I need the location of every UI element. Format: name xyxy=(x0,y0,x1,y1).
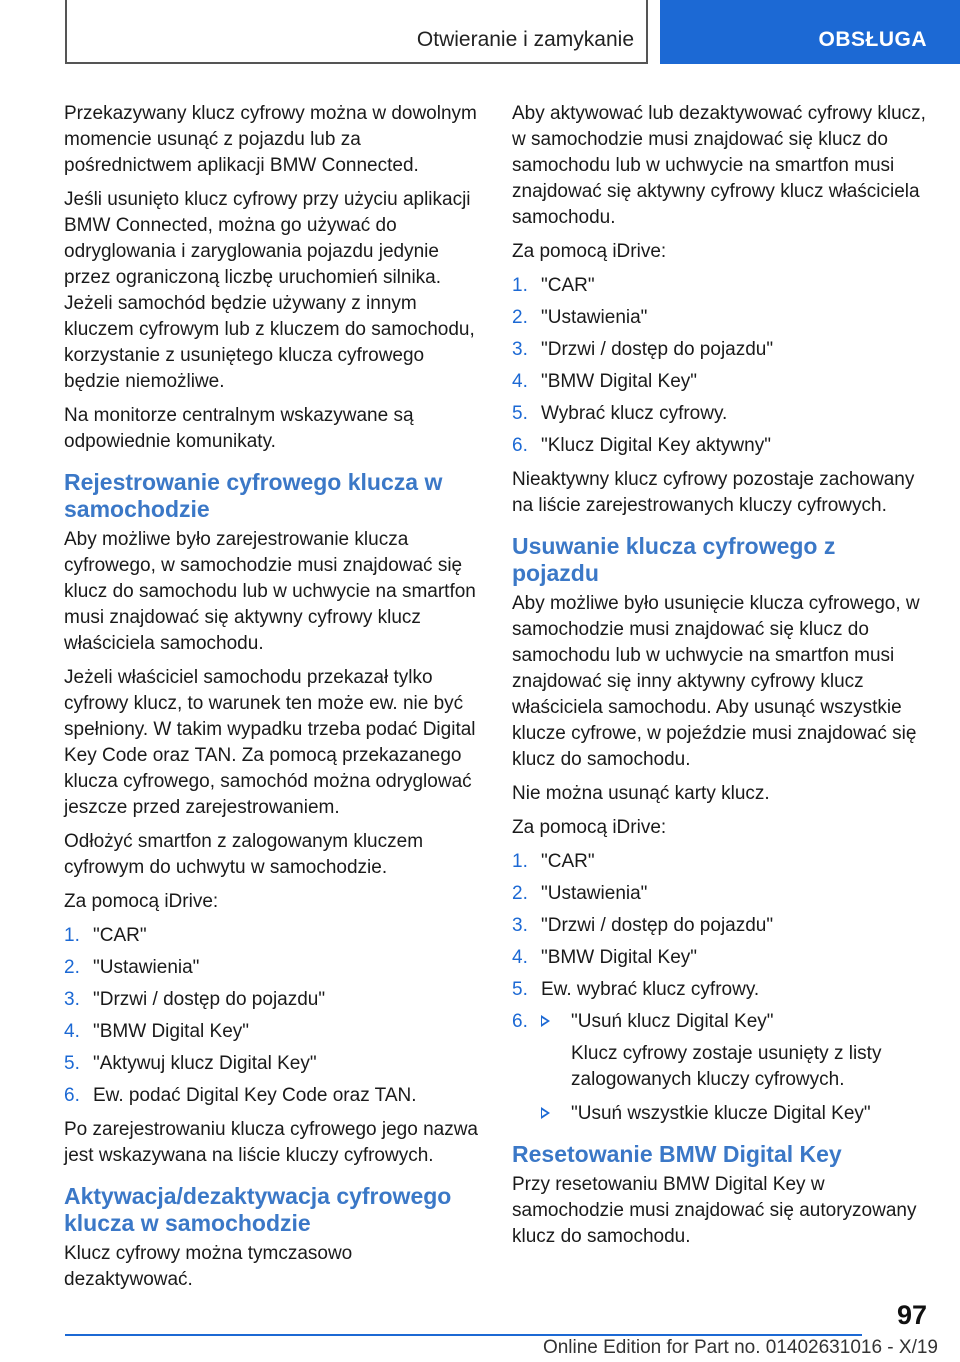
step-number: 4. xyxy=(512,371,528,392)
list-item xyxy=(64,923,479,949)
step-text: "CAR" xyxy=(541,275,595,296)
paragraph: Po zarejestrowaniu klucza cyfrowego jego nazwa jest wskazywana na liście kluczy cyfrowych. xyxy=(64,1119,478,1166)
list-item xyxy=(64,1019,479,1045)
list-item xyxy=(64,1051,479,1077)
step-number: 5. xyxy=(512,979,528,1000)
paragraph: Nieaktywny klucz cyfrowy pozostaje zachowany na liście zarejestrowanych kluczy cyfrowych. xyxy=(512,469,915,516)
step-text: "Aktywuj klucz Digital Key" xyxy=(93,1053,317,1074)
step-text: "Drzwi / dostęp do pojazdu" xyxy=(541,915,774,936)
list-item xyxy=(512,849,928,875)
step-number: 5. xyxy=(512,403,528,424)
step-number: 3. xyxy=(64,989,80,1010)
paragraph: Odłożyć smartfon z zalogowanym kluczem cyfrowym do uchwytu w samochodzie. xyxy=(64,831,424,878)
heading-reset-key: Resetowanie BMW Digital Key xyxy=(512,1141,842,1167)
step-text: Ew. podać Digital Key Code oraz TAN. xyxy=(93,1085,417,1106)
step-text: "Ustawienia" xyxy=(541,307,648,328)
heading-activate-key: Aktywacja/dezaktywacja cyfrowego klucza w samochodzie xyxy=(64,1183,452,1236)
sub-option xyxy=(541,1009,928,1035)
paragraph: Nie można usunąć karty klucz. xyxy=(512,783,770,804)
step-number: 4. xyxy=(64,1021,80,1042)
list-item xyxy=(64,987,479,1013)
step-text: Ew. wybrać klucz cyfrowy. xyxy=(541,979,760,1000)
heading-register-key: Rejestrowanie cyfrowego klucza w samochodzie xyxy=(64,469,443,522)
list-item xyxy=(512,433,928,459)
step-text: "BMW Digital Key" xyxy=(541,947,698,968)
paragraph: Aby możliwe było zarejestrowanie klucza cyfrowego, w samochodzie musi znajdować się klucz do samochodu lub w uchwycie na smartfon musi znajdować się aktywny cyfrowy klucz właściciela samochodu. xyxy=(64,529,476,654)
remove-steps xyxy=(512,849,928,1127)
list-item xyxy=(512,913,928,939)
idrive-label: Za pomocą iDrive: xyxy=(512,817,667,838)
idrive-label: Za pomocą iDrive: xyxy=(512,241,667,262)
step-text: "CAR" xyxy=(93,925,147,946)
list-item xyxy=(512,1009,928,1127)
step-text: "Drzwi / dostęp do pojazdu" xyxy=(93,989,326,1010)
idrive-label: Za pomocą iDrive: xyxy=(64,891,219,912)
paragraph: Aby możliwe było usunięcie klucza cyfrowego, w samochodzie musi znajdować się klucz do samochodu lub w uchwycie na smartfon musi znajdować się inny aktywny cyfrowy klucz właściciela samochodu. Aby usunąć wszystkie klucze cyfrowe, w pojeździe musi znajdować się klucz do samochodu. xyxy=(512,593,920,770)
step-number: 2. xyxy=(512,883,528,904)
list-item xyxy=(512,305,928,331)
chapter-tab xyxy=(660,0,960,64)
step-number: 3. xyxy=(512,915,528,936)
step-number: 6. xyxy=(64,1085,80,1106)
sub-option-note: Klucz cyfrowy zostaje usunięty z listy zalogowanych kluczy cyfrowych. xyxy=(571,1043,882,1090)
right-column xyxy=(512,101,928,1258)
step-number: 2. xyxy=(512,307,528,328)
step-text: "Ustawienia" xyxy=(541,883,648,904)
header-section-box xyxy=(65,0,648,64)
step-text: "Drzwi / dostęp do pojazdu" xyxy=(541,339,774,360)
list-item xyxy=(512,977,928,1003)
step-text: "CAR" xyxy=(541,851,595,872)
paragraph: Aby aktywować lub dezaktywować cyfrowy klucz, w samochodzie musi znajdować się klucz do samochodu lub w uchwycie na smartfon musi znajdować się aktywny cyfrowy klucz właściciela samochodu. xyxy=(512,103,926,228)
register-steps xyxy=(64,923,479,1109)
step-number: 6. xyxy=(512,1011,528,1032)
sub-option xyxy=(541,1101,928,1127)
footer-divider xyxy=(65,1334,862,1336)
step-number: 1. xyxy=(512,275,528,296)
step-text: "BMW Digital Key" xyxy=(541,371,698,392)
list-item xyxy=(512,337,928,363)
section-title: Otwieranie i zamykanie xyxy=(416,28,634,51)
list-item xyxy=(64,955,479,981)
paragraph: Jeżeli właściciel samochodu przekazał tylko cyfrowy klucz, to warunek ten może ew. nie być spełniony. W takim wypadku trzeba podać Digital Key Code oraz TAN. Za pomocą przekazanego klucza cyfrowego, samochód można odryglować jeszcze przed zarejestrowaniem. xyxy=(64,667,476,818)
list-item xyxy=(512,945,928,971)
sub-option-text: "Usuń wszystkie klucze Digital Key" xyxy=(571,1103,871,1124)
triangle-bullet-icon xyxy=(541,1107,550,1119)
sub-option-text: "Usuń klucz Digital Key" xyxy=(571,1011,774,1032)
list-item xyxy=(512,273,928,299)
paragraph: Jeśli usunięto klucz cyfrowy przy użyciu aplikacji BMW Connected, można go używać do odryglowania i zaryglowania pojazdu jedynie przez ograniczoną liczbę uruchomień silnika. Jeżeli samochód będzie używany z innym kluczem cyfrowym lub z kluczem do samochodu, korzystanie z usuniętego klucza cyfrowego będzie niemożliwe. xyxy=(64,189,475,392)
step-number: 5. xyxy=(64,1053,80,1074)
paragraph: Przy resetowaniu BMW Digital Key w samochodzie musi znajdować się autoryzowany klucz do samochodu. xyxy=(512,1174,917,1247)
list-item xyxy=(512,401,928,427)
list-item xyxy=(512,881,928,907)
step-number: 3. xyxy=(512,339,528,360)
step-number: 2. xyxy=(64,957,80,978)
step-number: 1. xyxy=(64,925,80,946)
activate-steps xyxy=(512,273,928,459)
step-text: Wybrać klucz cyfrowy. xyxy=(541,403,728,424)
step-text: "Ustawienia" xyxy=(93,957,200,978)
paragraph: Klucz cyfrowy można tymczasowo dezaktywować. xyxy=(64,1243,353,1290)
paragraph: Na monitorze centralnym wskazywane są odpowiednie komunikaty. xyxy=(64,405,414,452)
list-item xyxy=(64,1083,479,1109)
page-number: 97 xyxy=(896,1300,927,1330)
heading-remove-key: Usuwanie klucza cyfrowego z pojazdu xyxy=(512,533,836,586)
step-text: "BMW Digital Key" xyxy=(93,1021,250,1042)
paragraph: Przekazywany klucz cyfrowy można w dowolnym momencie usunąć z pojazdu lub za pośrednictwem aplikacji BMW Connected. xyxy=(64,103,477,176)
triangle-bullet-icon xyxy=(541,1015,550,1027)
list-item xyxy=(512,369,928,395)
step-text: "Klucz Digital Key aktywny" xyxy=(541,435,771,456)
step-number: 1. xyxy=(512,851,528,872)
chapter-tab-label: OBSŁUGA xyxy=(818,28,927,51)
step-number: 6. xyxy=(512,435,528,456)
left-column xyxy=(64,101,479,1301)
edition-note: Online Edition for Part no. 01402631016 - X/19 xyxy=(542,1337,938,1358)
step-number: 4. xyxy=(512,947,528,968)
